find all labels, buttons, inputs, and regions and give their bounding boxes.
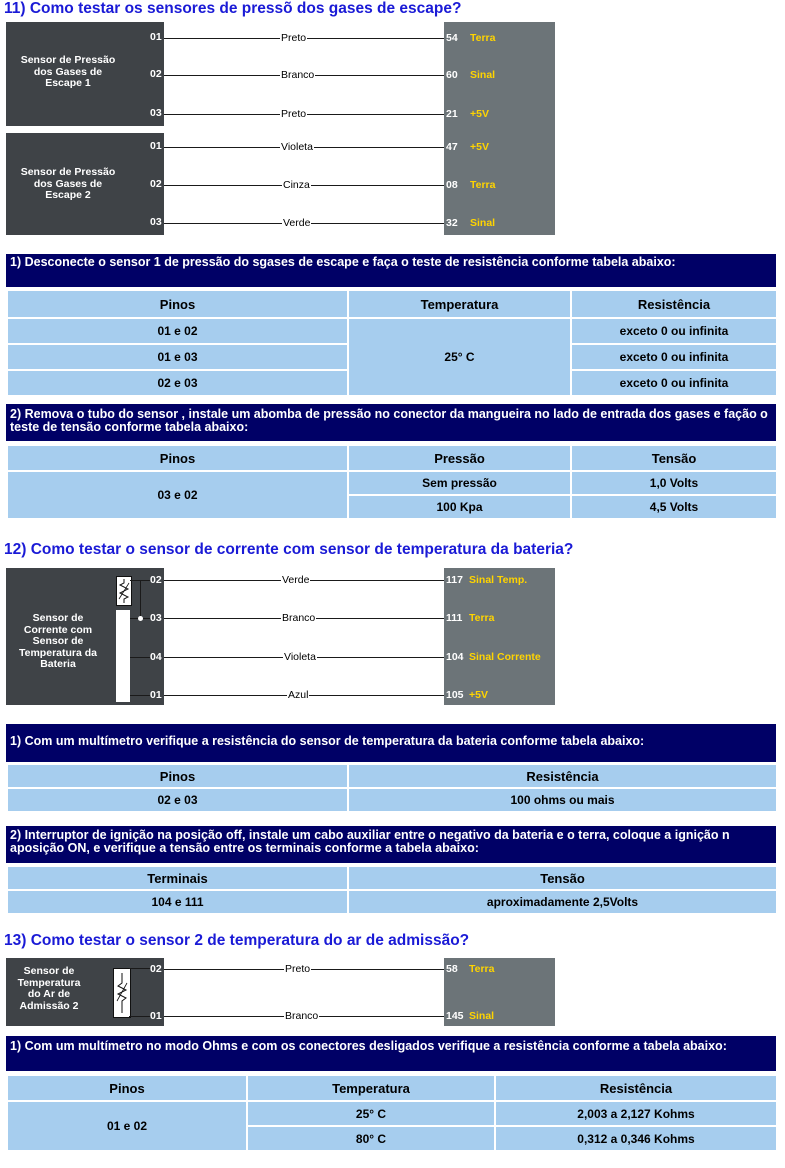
- terminal-function: +5V: [470, 108, 489, 120]
- table-header: Tensão: [348, 866, 777, 890]
- s12-resistance-table: [6, 763, 778, 813]
- terminal-number: 145: [446, 1010, 464, 1022]
- table-header: Pinos: [7, 764, 348, 788]
- terminal-number: 60: [446, 69, 458, 81]
- table-cell: 100 ohms ou mais: [348, 788, 777, 812]
- wire-color-label: Branco: [281, 69, 315, 81]
- terminal-function: +5V: [470, 141, 489, 153]
- pin-number: 02: [150, 574, 162, 586]
- table-cell: 1,0 Volts: [571, 471, 777, 495]
- wire-color-label: Verde: [282, 574, 310, 586]
- table-cell: 80° C: [247, 1126, 495, 1151]
- wire: [129, 968, 151, 969]
- terminal-number: 54: [446, 32, 458, 44]
- terminal-function: Terra: [469, 963, 495, 975]
- table-header: Pinos: [7, 445, 348, 471]
- table-cell: exceto 0 ou infinita: [571, 370, 777, 396]
- pin-number: 03: [150, 216, 162, 228]
- terminal-number: 105: [446, 689, 464, 701]
- terminal-number: 47: [446, 141, 458, 153]
- pin-number: 02: [150, 68, 162, 80]
- wire-color-label: Preto: [281, 108, 307, 120]
- wire-color-label: Preto: [281, 32, 307, 44]
- terminal-function: Sinal: [470, 69, 496, 81]
- junction-dot: [138, 616, 143, 621]
- terminal-number: 21: [446, 108, 458, 120]
- table-cell: 03 e 02: [7, 471, 348, 519]
- wire-color-label: Violeta: [284, 651, 316, 663]
- s12-step-1-banner: 1) Com um multímetro verifique a resistência do sensor de temperatura da bateria conforme tabela abaixo:: [6, 724, 776, 762]
- diagram-intake-air-temp-sensor-2: [0, 950, 785, 1030]
- table-header: Resistência: [495, 1075, 777, 1101]
- sensor-label: Sensor de Temperatura do Ar de Admissão 2: [17, 965, 81, 1012]
- sensor-label: Sensor de Corrente com Sensor de Temperatura da Bateria: [19, 612, 97, 670]
- table-header: Temperatura: [348, 290, 571, 318]
- terminal-number: 111: [446, 612, 463, 624]
- table-cell: 02 e 03: [7, 370, 348, 396]
- wire-color-label: Branco: [285, 1010, 319, 1022]
- wire-color-label: Verde: [283, 217, 311, 229]
- wire: [129, 1016, 151, 1017]
- section-13-title: 13) Como testar o sensor 2 de temperatura do ar de admissão?: [4, 932, 470, 949]
- pin-number: 02: [150, 178, 162, 190]
- table-cell: 01 e 03: [7, 344, 348, 370]
- table-header: Tensão: [571, 445, 777, 471]
- terminal-function: Sinal: [470, 217, 496, 229]
- section-12-title: 12) Como testar o sensor de corrente com sensor de temperatura da bateria?: [4, 541, 574, 558]
- table-header: Pinos: [7, 1075, 247, 1101]
- table-header: Pressão: [348, 445, 571, 471]
- diagram-battery-current-sensor: [0, 560, 785, 710]
- terminal-number: 117: [446, 574, 463, 586]
- table-cell: 4,5 Volts: [571, 495, 777, 519]
- terminal-number: 58: [446, 963, 458, 975]
- table-header: Temperatura: [247, 1075, 495, 1101]
- section-11-title: 11) Como testar os sensores de pressõ dos gases de escape?: [4, 0, 462, 17]
- table-cell: 100 Kpa: [348, 495, 571, 519]
- table-cell: 01 e 02: [7, 318, 348, 344]
- terminal-function: Terra: [470, 179, 496, 191]
- pin-number: 02: [150, 963, 162, 975]
- terminal-function: Sinal Corrente: [469, 651, 541, 663]
- pin-number: 01: [150, 1010, 162, 1022]
- wire-color-label: Branco: [282, 612, 316, 624]
- table-cell: exceto 0 ou infinita: [571, 344, 777, 370]
- table-header: Resistência: [348, 764, 777, 788]
- s13-step-1-banner: 1) Com um multímetro no modo Ohms e com os conectores desligados verifique a resistência conforme a tabela abaixo:: [6, 1036, 776, 1071]
- sensor-1-label: Sensor de Pressão dos Gases de Escape 1: [20, 54, 116, 89]
- table-cell: 02 e 03: [7, 788, 348, 812]
- ecu-connector: [444, 22, 555, 235]
- terminal-number: 32: [446, 217, 458, 229]
- diagram-exhaust-pressure-sensors: [0, 0, 785, 240]
- pin-number: 01: [150, 140, 162, 152]
- terminal-function: +5V: [469, 689, 488, 701]
- sensor-2-label: Sensor de Pressão dos Gases de Escape 2: [20, 166, 116, 201]
- wire: [130, 695, 150, 696]
- thermistor-icon: [113, 968, 131, 1018]
- table-header: Resistência: [571, 290, 777, 318]
- wire: [130, 657, 150, 658]
- s11-resistance-table: [6, 289, 778, 397]
- s12-voltage-table: [6, 865, 778, 915]
- pin-number: 01: [150, 31, 162, 43]
- wire: [140, 580, 141, 618]
- table-cell: 104 e 111: [7, 890, 348, 914]
- terminal-function: Terra: [470, 32, 496, 44]
- wire-color-label: Preto: [285, 963, 311, 975]
- table-header: Pinos: [7, 290, 348, 318]
- table-cell: 2,003 a 2,127 Kohms: [495, 1101, 777, 1126]
- s11-step-1-banner: 1) Desconecte o sensor 1 de pressão do sgases de escape e faça o teste de resistência conforme tabela abaixo:: [6, 254, 776, 287]
- table-header: Terminais: [7, 866, 348, 890]
- table-cell: 25° C: [348, 318, 571, 396]
- s11-step-2-banner: 2) Remova o tubo do sensor , instale um abomba de pressão no conector da mangueira no lado de entrada dos gases e fação o teste de tensão conforme tabela abaixo:: [6, 404, 776, 441]
- table-cell: exceto 0 ou infinita: [571, 318, 777, 344]
- table-cell: 0,312 a 0,346 Kohms: [495, 1126, 777, 1151]
- table-cell: aproximadamente 2,5Volts: [348, 890, 777, 914]
- table-cell: 01 e 02: [7, 1101, 247, 1151]
- pin-number: 04: [150, 651, 162, 663]
- terminal-number: 104: [446, 651, 464, 663]
- wire-color-label: Violeta: [281, 141, 313, 153]
- terminal-number: 08: [446, 179, 458, 191]
- s11-voltage-table: [6, 444, 778, 520]
- s12-step-2-banner: 2) Interruptor de ignição na posição off, instale um cabo auxiliar entre o negativo da bateria e o terra, coloque a ignição n aposição ON, e verifique a tensão entre os terminais conforme a tabela abaixo:: [6, 826, 776, 863]
- table-cell: Sem pressão: [348, 471, 571, 495]
- terminal-function: Terra: [469, 612, 495, 624]
- terminal-function: Sinal Temp.: [469, 574, 528, 586]
- wire-color-label: Cinza: [283, 179, 310, 191]
- ecu-connector: [444, 568, 555, 705]
- wire-color-label: Azul: [288, 689, 309, 701]
- s13-resistance-table: [6, 1074, 778, 1152]
- pin-number: 03: [150, 107, 162, 119]
- pin-number: 01: [150, 689, 162, 701]
- sensor-internal-element: [116, 610, 130, 702]
- pin-number: 03: [150, 612, 162, 624]
- terminal-function: Sinal: [469, 1010, 495, 1022]
- table-cell: 25° C: [247, 1101, 495, 1126]
